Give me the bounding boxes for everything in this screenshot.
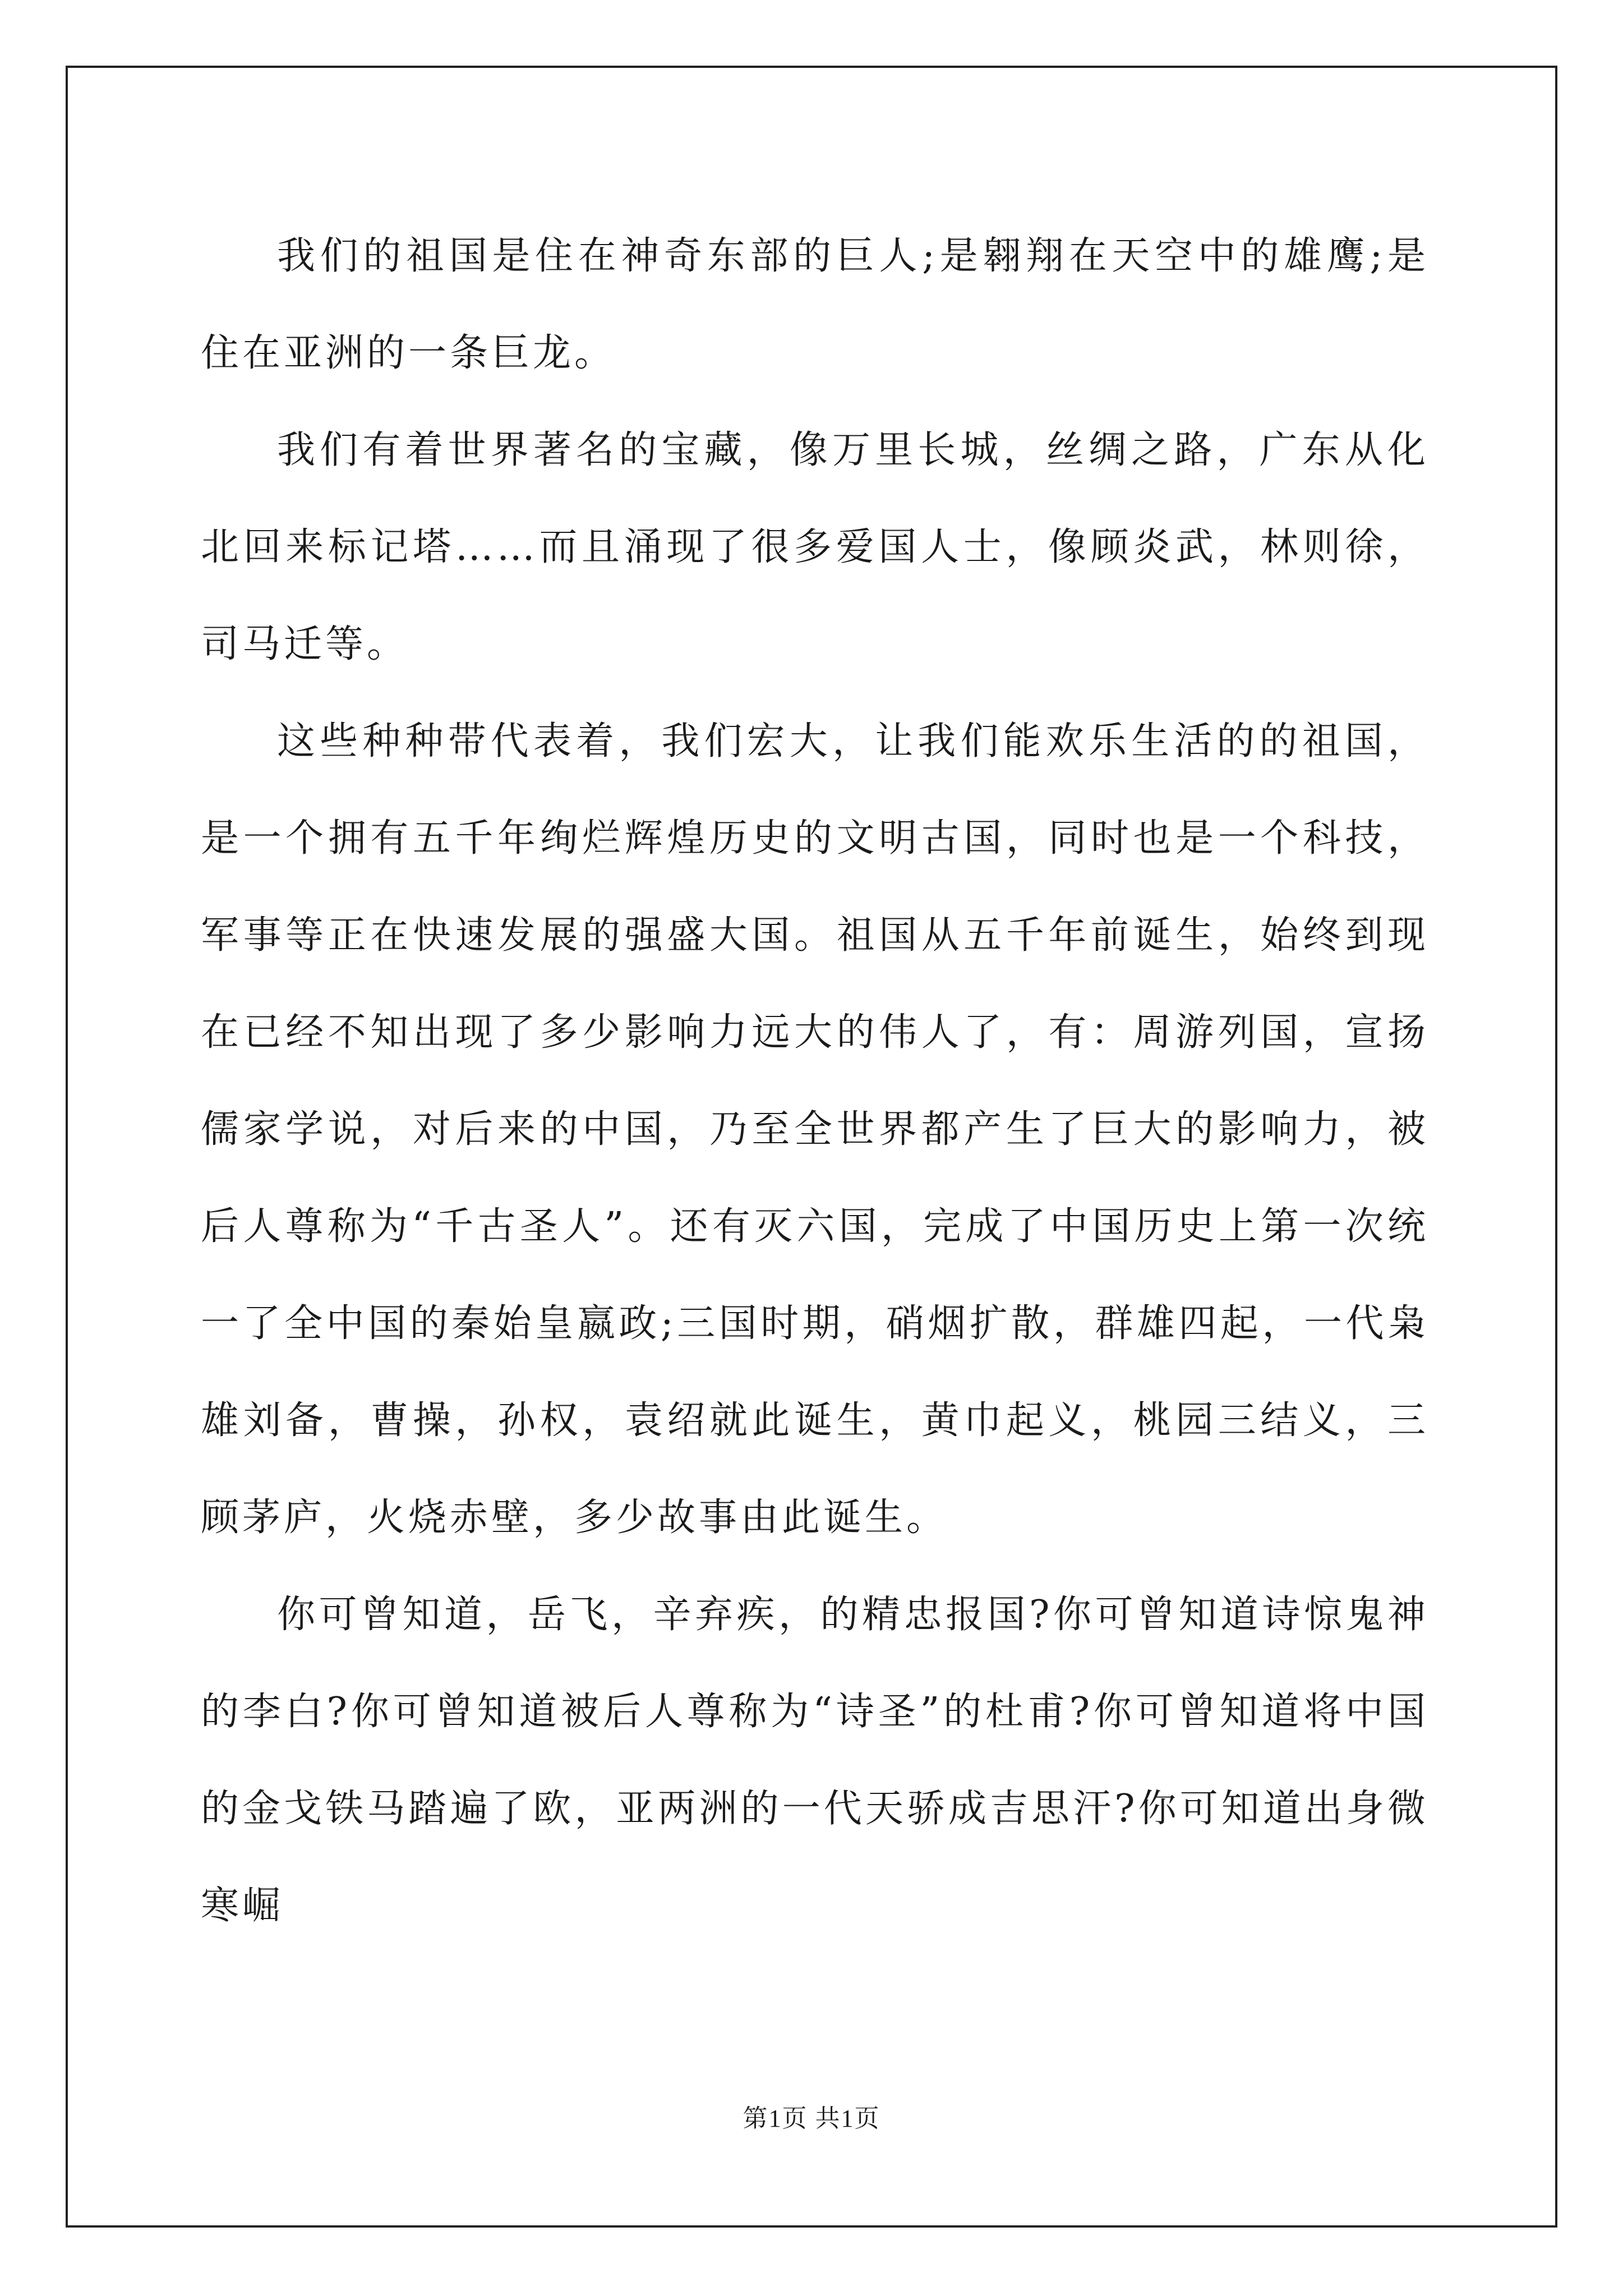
paragraph-3: 这些种种带代表着，我们宏大，让我们能欢乐生活的的祖国，是一个拥有五千年绚烂辉煌历史的文明古国，同时也是一个科技，军事等正在快速发展的强盛大国。祖国从五千年前诞生，始终到现在已经不知出现了多少影响力远大的伟人了，有：周游列国，宣扬儒家学说，对后来的中国，乃至全世界都产生了巨大的影响力，被后人尊称为“千古圣人”。还有灭六国，完成了中国历史上第一次统一了全中国的秦始皇嬴政;三国时期，硝烟扩散，群雄四起，一代枭雄刘备，曹操，孙权，袁绍就此诞生，黄巾起义，桃园三结义，三顾茅庐，火烧赤壁，多少故事由此诞生。 <box>201 719 1429 1540</box>
document-body <box>201 208 1429 1954</box>
page-footer: 第1页 共1页 <box>743 2105 880 2132</box>
paragraph-2: 我们有着世界著名的宝藏，像万里长城，丝绸之路，广东从化北回来标记塔……而且涌现了很多爱国人士，像顾炎武，林则徐，司马迁等。 <box>201 428 1429 666</box>
paragraph-1: 我们的祖国是住在神奇东部的巨人;是翱翔在天空中的雄鹰;是住在亚洲的一条巨龙。 <box>201 234 1429 375</box>
paragraph-4: 你可曾知道，岳飞，辛弃疾，的精忠报国?你可曾知道诗惊鬼神的李白?你可曾知道被后人尊称为“诗圣”的杜甫?你可曾知道将中国的金戈铁马踏遍了欧，亚两洲的一代天骄成吉思汗?你可知道出身微寒崛 <box>201 1593 1429 1928</box>
